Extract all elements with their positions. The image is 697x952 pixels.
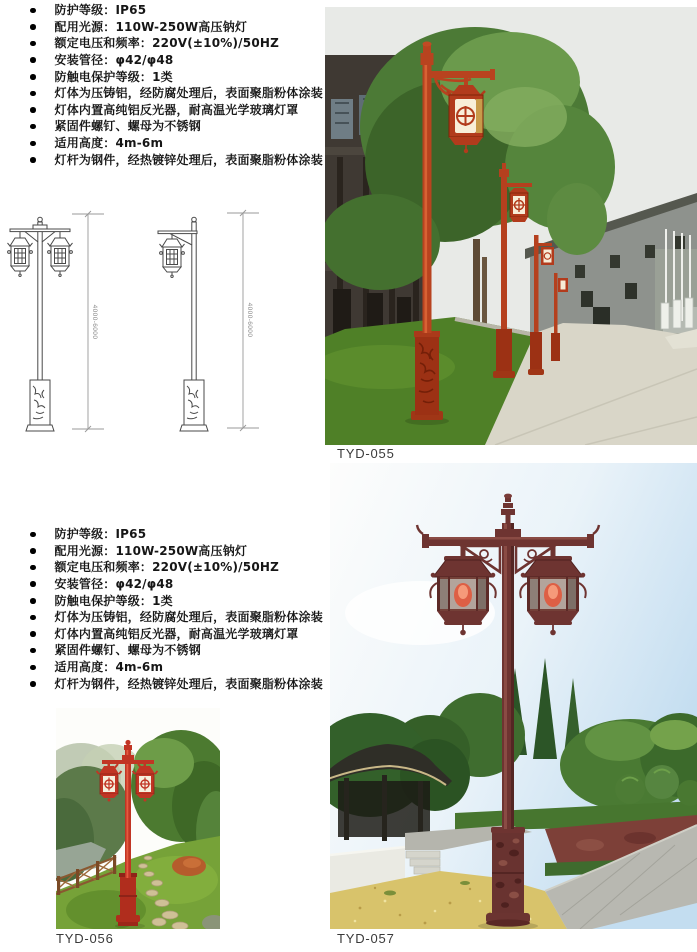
bullet-icon xyxy=(30,581,36,587)
spec-text: 额定电压和频率：220V(±10%)/50HZ xyxy=(54,560,280,575)
spec-text: 防触电保护等级：1类 xyxy=(54,593,173,608)
product-code-label-tyd-056: TYD-056 xyxy=(56,931,114,946)
product-code-label-tyd-055: TYD-055 xyxy=(337,446,395,461)
spec-item xyxy=(30,659,323,676)
dimension-label: 4000-6000 xyxy=(246,302,253,338)
spec-item xyxy=(30,102,323,119)
product-code-label-tyd-057: TYD-057 xyxy=(337,931,395,946)
photo-tyd-056-scene xyxy=(56,708,220,929)
bullet-icon xyxy=(30,91,36,97)
spec-item xyxy=(30,2,323,19)
photo-tyd-055-scene xyxy=(325,7,697,445)
spec-list-top xyxy=(30,2,323,168)
photo-tyd-055 xyxy=(325,7,697,445)
bullet-icon xyxy=(30,41,36,47)
bullet-icon xyxy=(30,107,36,113)
bullet-icon xyxy=(30,615,36,621)
spec-item xyxy=(30,526,323,543)
spec-text: 灯体为压铸铝，经防腐处理后，表面聚脂粉体涂装 xyxy=(54,86,323,101)
spec-list-bottom xyxy=(30,526,323,692)
lantern-drawing xyxy=(160,239,185,278)
dimension-line xyxy=(72,211,104,432)
bullet-icon xyxy=(30,24,36,30)
technical-drawing-single-lantern xyxy=(158,210,259,431)
photo-tyd-057-scene xyxy=(330,463,697,929)
spec-item xyxy=(30,19,323,36)
spec-text: 灯体内置高纯铝反光器，耐高温光学玻璃灯罩 xyxy=(54,626,299,641)
bullet-icon xyxy=(30,124,36,130)
spec-text: 灯体内置高纯铝反光器，耐高温光学玻璃灯罩 xyxy=(54,102,299,117)
spec-text: 紧固件螺钉、螺母为不锈钢 xyxy=(54,643,201,658)
spec-text: 灯杆为钢件，经热镀锌处理后，表面聚脂粉体涂装 xyxy=(54,152,323,167)
spec-text: 防触电保护等级：1类 xyxy=(54,69,173,84)
bullet-icon xyxy=(30,532,36,538)
spec-item xyxy=(30,676,323,693)
spec-item xyxy=(30,543,323,560)
bullet-icon xyxy=(30,74,36,80)
bullet-icon xyxy=(30,141,36,147)
dimension-line xyxy=(227,210,259,431)
spec-item xyxy=(30,35,323,52)
lantern-drawing xyxy=(8,238,33,277)
lantern-drawing xyxy=(48,238,73,277)
technical-drawing-double-lantern xyxy=(8,211,105,432)
spec-text: 灯杆为钢件，经热镀锌处理后，表面聚脂粉体涂装 xyxy=(54,676,323,691)
spec-item xyxy=(30,85,323,102)
spec-text: 适用高度：4m-6m xyxy=(54,660,164,675)
spec-text: 适用高度：4m-6m xyxy=(54,136,164,151)
lamp-base-drawing xyxy=(26,380,54,431)
spec-text: 灯体为压铸铝，经防腐处理后，表面聚脂粉体涂装 xyxy=(54,610,323,625)
spec-text: 防护等级：IP65 xyxy=(54,527,147,541)
bullet-icon xyxy=(30,57,36,63)
spec-text: 紧固件螺钉、螺母为不锈钢 xyxy=(54,119,201,134)
spec-item xyxy=(30,152,323,169)
spec-item xyxy=(30,52,323,69)
dimension-label: 4000-6000 xyxy=(91,304,98,340)
spec-text: 防护等级：IP65 xyxy=(54,3,147,17)
spec-item xyxy=(30,69,323,86)
bullet-icon xyxy=(30,548,36,554)
bullet-icon xyxy=(30,681,36,687)
spec-item xyxy=(30,118,323,135)
spec-item xyxy=(30,609,323,626)
lamp-base-drawing xyxy=(180,380,208,431)
bullet-icon xyxy=(30,665,36,671)
bullet-icon xyxy=(30,598,36,604)
spec-item xyxy=(30,135,323,152)
spec-item xyxy=(30,559,323,576)
photo-tyd-056 xyxy=(56,708,220,929)
bullet-icon xyxy=(30,157,36,163)
bullet-icon xyxy=(30,565,36,571)
spec-item xyxy=(30,642,323,659)
technical-drawings xyxy=(0,200,260,450)
bullet-icon xyxy=(30,8,36,14)
bullet-icon xyxy=(30,631,36,637)
spec-item xyxy=(30,576,323,593)
photo-tyd-057 xyxy=(330,463,697,929)
spec-item xyxy=(30,626,323,643)
carved-base xyxy=(486,827,530,927)
spec-item xyxy=(30,593,323,610)
bullet-icon xyxy=(30,648,36,654)
spec-text: 安装管径：φ42/φ48 xyxy=(54,52,174,67)
spec-text: 配用光源：110W-250W高压钠灯 xyxy=(54,543,248,558)
spec-text: 配用光源：110W-250W高压钠灯 xyxy=(54,19,248,34)
spec-text: 额定电压和频率：220V(±10%)/50HZ xyxy=(54,36,280,51)
spec-text: 安装管径：φ42/φ48 xyxy=(54,576,174,591)
